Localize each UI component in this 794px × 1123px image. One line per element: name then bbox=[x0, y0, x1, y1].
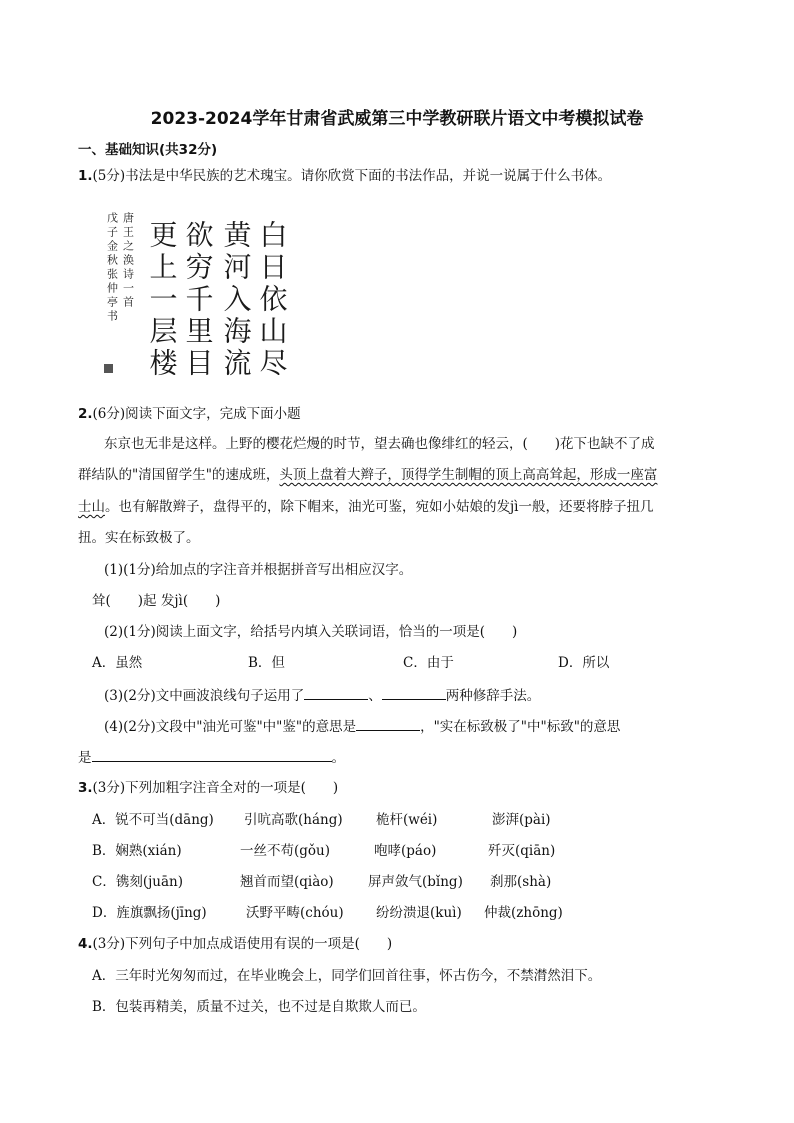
passage-line-1: 东京也无非是这样。上野的樱花烂熳的时节，望去确也像绯红的轻云，( )花下也缺不了成 bbox=[104, 436, 655, 452]
q3-option-d-3: 纷纷溃退(kuì) bbox=[376, 905, 462, 921]
calligraphy-inscription-1: 唐王之涣诗一首 bbox=[121, 212, 135, 310]
q3-option-d-2: 沃野平畴(chóu) bbox=[246, 905, 344, 921]
calligraphy-column-3: 欲穷千里目 bbox=[181, 220, 215, 380]
q3-option-b-4: 歼灭(qiān) bbox=[488, 843, 556, 859]
answer-blank[interactable] bbox=[304, 685, 368, 700]
q3-option-b-2: 一丝不苟(gǒu) bbox=[240, 843, 330, 859]
q3-option-a-4: 澎湃(pài) bbox=[492, 812, 551, 828]
calligraphy-artwork bbox=[102, 196, 298, 382]
question-2: 2.(6分)阅读下面文字，完成下面小题 bbox=[78, 406, 301, 422]
answer-blank[interactable] bbox=[356, 716, 420, 731]
q3-option-a-1: A．锐不可当(dāng) bbox=[92, 812, 214, 828]
q3-option-c-1: C．镌刻(juān) bbox=[92, 874, 183, 890]
q4-option-a: A．三年时光匆匆而过，在毕业晚会上，同学们回首往事，怀古伤今，不禁潸然泪下。 bbox=[92, 968, 602, 984]
passage-line-3: 士山。也有解散辫子，盘得平的，除下帽来，油光可鉴，宛如小姑娘的发jì一般，还要将脖子扭几 bbox=[78, 499, 654, 515]
q3-option-c-4: 刹那(shà) bbox=[490, 874, 552, 890]
page-title: 2023-2024学年甘肃省武威第三中学教研联片语文中考模拟试卷 bbox=[150, 109, 644, 129]
sub-question-3: (3)(2分)文中画波浪线句子运用了 、 两种修辞手法。 bbox=[104, 685, 540, 706]
sub-question-1: (1)(1分)给加点的字注音并根据拼音写出相应汉字。 bbox=[104, 562, 413, 578]
sub-question-1-blanks: 耸( )起 发jì( ) bbox=[92, 593, 221, 609]
calligraphy-column-1: 白日依山尽 bbox=[255, 220, 289, 380]
q4-option-b: B．包装再精美，质量不过关，也不过是自欺欺人而已。 bbox=[92, 999, 426, 1015]
q3-option-b-3: 咆哮(páo) bbox=[374, 843, 437, 859]
sub-question-4: (4)(2分)文段中"油光可鉴"中"鉴"的意思是 ，"实在标致极了"中"标致"的意思 bbox=[104, 716, 620, 737]
question-1: 1.(5分)书法是中华民族的艺术瑰宝。请你欣赏下面的书法作品，并说一说属于什么书体。 bbox=[78, 168, 612, 184]
q3-option-d-1: D．旌旗飘扬(jīng) bbox=[92, 905, 207, 921]
q3-option-a-3: 桅杆(wéi) bbox=[376, 812, 438, 828]
q3-option-c-3: 屏声敛气(bǐng) bbox=[368, 874, 463, 890]
wavy-underlined-text: 士山 bbox=[78, 499, 105, 515]
question-3: 3.(3分)下列加粗字注音全对的一项是( ) bbox=[78, 780, 339, 796]
option-b: B．但 bbox=[248, 655, 285, 671]
answer-blank[interactable] bbox=[92, 747, 332, 762]
option-d: D．所以 bbox=[558, 655, 610, 671]
option-a: A．虽然 bbox=[92, 655, 143, 671]
calligraphy-column-4: 更上一层楼 bbox=[145, 220, 179, 380]
q3-option-c-2: 翘首而望(qiào) bbox=[240, 874, 334, 890]
q3-option-d-4: 仲裁(zhōng) bbox=[484, 905, 563, 921]
calligraphy-column-2: 黄河入海流 bbox=[219, 220, 253, 380]
seal-stamp bbox=[104, 364, 113, 373]
q3-option-a-2: 引吭高歌(háng) bbox=[244, 812, 343, 828]
sub-question-4-cont: 是 。 bbox=[78, 747, 345, 768]
wavy-underlined-text: 头顶上盘着大辫子，顶得学生制帽的顶上高高耸起，形成一座富 bbox=[279, 467, 658, 483]
question-4: 4.(3分)下列句子中加点成语使用有误的一项是( ) bbox=[78, 936, 393, 952]
answer-blank[interactable] bbox=[382, 685, 446, 700]
sub-question-2: (2)(1分)阅读上面文字，给括号内填入关联词语，恰当的一项是( ) bbox=[104, 624, 518, 640]
section-heading: 一、基础知识(共32分) bbox=[78, 142, 218, 158]
option-c: C．由于 bbox=[403, 655, 454, 671]
calligraphy-inscription-2: 戊子金秋张仲亭书 bbox=[105, 212, 119, 324]
q3-option-b-1: B．娴熟(xián) bbox=[92, 843, 182, 859]
passage-line-4: 扭。实在标致极了。 bbox=[78, 530, 200, 546]
passage-line-2: 群结队的"清国留学生"的速成班，头顶上盘着大辫子，顶得学生制帽的顶上高高耸起，形成一座富 bbox=[78, 467, 658, 483]
